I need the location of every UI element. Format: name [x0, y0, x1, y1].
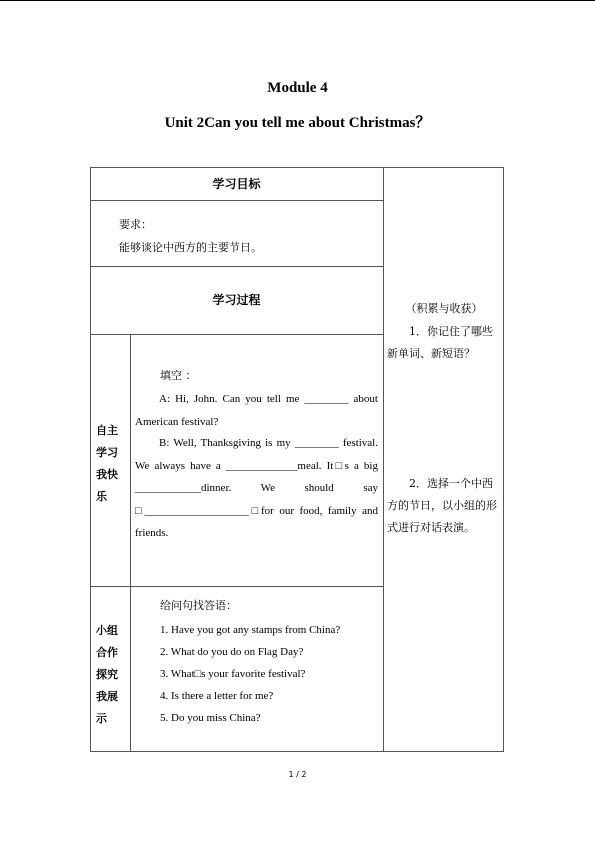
section1-intro: 填空 ：	[160, 369, 197, 382]
side-item-1: 1．你记住了哪些新单词、新短语？	[387, 325, 493, 360]
requirement-text: 能够谈论中西方的主要节日。	[119, 241, 262, 254]
page-number: 1 / 2	[288, 770, 307, 779]
unit-title: Unit 2Can you tell me about Christmas？	[164, 115, 431, 131]
section2-intro: 给问句找答语：	[160, 599, 237, 612]
module-title: Module 4	[267, 80, 328, 96]
row-divider	[90, 334, 383, 335]
label-column-divider	[130, 334, 131, 752]
objectives-heading: 学习目标	[212, 177, 261, 191]
section1-paragraph-a: A: Hi, John. Can you tell me ________ about American festival?	[135, 393, 378, 428]
row-divider	[90, 586, 383, 587]
section1-paragraph-b: B: Well, Thanksgiving is my ________ festival. We always have a _____________meal. It□s a big ____________dinner. We should say □___________________□for our food, family and friends.	[135, 437, 378, 539]
section1-label: 自主学习我快乐	[96, 424, 118, 503]
requirement-label: 要求：	[119, 218, 152, 231]
question-item: 1. Have you got any stamps from China?	[160, 624, 341, 636]
section2-label: 小组合作探究我展示	[96, 624, 118, 725]
question-item: 4. Is there a letter for me?	[160, 690, 274, 702]
row-divider	[90, 200, 383, 201]
question-item: 2. What do you do on Flag Day?	[160, 646, 304, 658]
question-item: 3. What□s your favorite festival?	[160, 668, 306, 680]
right-column-divider	[383, 167, 384, 752]
side-item-2: 2．选择一个中西方的节日，以小组的形式进行对话表演。	[387, 477, 497, 534]
row-divider	[90, 266, 383, 267]
side-heading: （积累与收获）	[405, 302, 483, 315]
process-heading: 学习过程	[212, 293, 261, 307]
question-item: 5. Do you miss China?	[160, 712, 261, 724]
top-rule	[0, 0, 595, 1]
